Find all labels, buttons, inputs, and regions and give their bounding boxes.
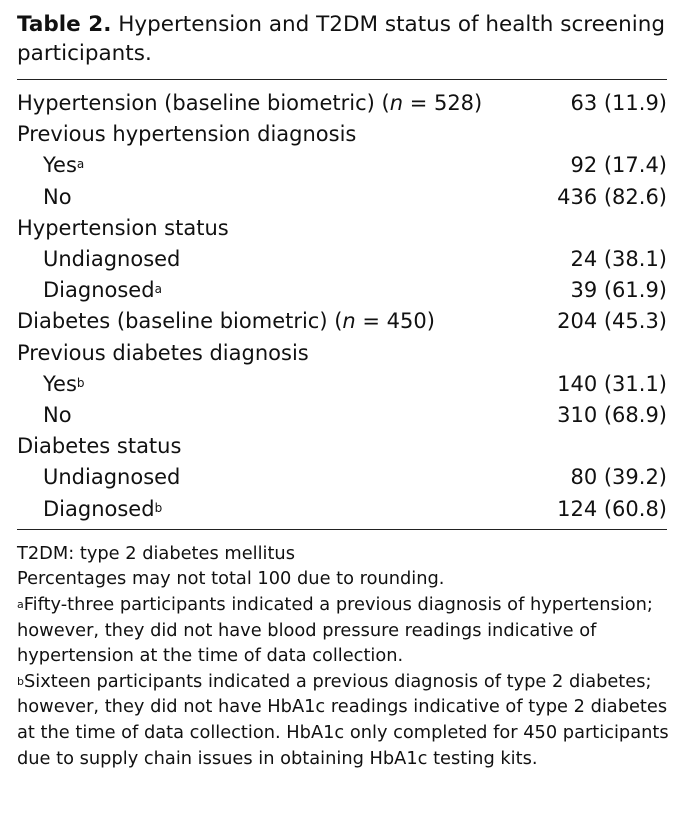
table-row [17, 431, 669, 462]
row-value: 310 (68.9) [557, 403, 667, 428]
row-label [17, 88, 543, 119]
row-label [17, 338, 543, 369]
footnote [17, 541, 669, 567]
row-value [543, 338, 669, 369]
row-value: 204 (45.3) [557, 309, 667, 334]
table-row [17, 244, 669, 275]
table-row [17, 119, 669, 150]
row-value [543, 213, 669, 244]
data-table [17, 88, 669, 525]
row-label-text: Hypertension status [17, 215, 229, 240]
top-rule [17, 79, 667, 80]
table-row [17, 462, 669, 493]
table-row [17, 275, 669, 306]
table-row [17, 400, 669, 431]
footnote [17, 592, 669, 669]
table-row [17, 494, 669, 525]
row-label-text: No [43, 184, 72, 209]
row-label-text: Undiagnosed [43, 465, 181, 490]
table-row [17, 88, 669, 119]
table-row [17, 182, 669, 213]
row-label-text: Previous diabetes diagnosis [17, 340, 309, 365]
footnote-text: Fifty-three participants indicated a previous diagnosis of hypertension; however, they did not have blood pressure readings indicative of hypertension at the time of data collection. [17, 594, 653, 667]
row-label-text: Undiagnosed [43, 247, 181, 272]
row-label-suffix: = 528) [403, 91, 483, 115]
row-value: 124 (60.8) [557, 496, 667, 521]
table-row [17, 150, 669, 181]
row-value: 92 (17.4) [570, 153, 667, 178]
row-label [17, 213, 543, 244]
row-label-text: Diabetes status [17, 434, 182, 459]
row-value: 436 (82.6) [557, 184, 667, 209]
footnote-marker: a [76, 157, 85, 172]
row-label [17, 182, 543, 213]
footnote [17, 566, 669, 592]
row-label-text: Yes [43, 371, 77, 396]
row-label-suffix: = 450) [355, 309, 435, 334]
footnote-marker: b [17, 674, 24, 688]
row-label [17, 275, 543, 306]
row-label [17, 431, 543, 462]
row-label [17, 369, 543, 400]
footnote-marker: b [154, 500, 163, 515]
row-value: 140 (31.1) [557, 371, 667, 396]
table-row [17, 338, 669, 369]
footnote-text: Sixteen participants indicated a previous diagnosis of type 2 diabetes; however, they did not have HbA1c readings indicative of type 2 diabetes at the time of data collection. HbA1c only completed for 450 participants due to supply chain issues in obtaining HbA1c testing kits. [17, 670, 669, 769]
footnote-marker: a [154, 282, 162, 297]
row-label [17, 400, 543, 431]
row-value: 63 (11.9) [570, 91, 667, 115]
bottom-rule [17, 529, 667, 530]
row-label-text: Yes [43, 153, 77, 178]
caption-label: Table 2. [17, 12, 112, 37]
row-label-text: Diagnosed [43, 496, 155, 521]
row-label [17, 244, 543, 275]
row-label [17, 150, 543, 181]
footnote-text: Percentages may not total 100 due to rounding. [17, 568, 445, 590]
table-row [17, 213, 669, 244]
caption-text: Hypertension and T2DM status of health screening participants. [17, 12, 665, 66]
row-label-text: No [43, 403, 72, 428]
row-value: 80 (39.2) [570, 465, 667, 490]
table-row [17, 369, 669, 400]
table-row [17, 306, 669, 337]
row-label-text: Diabetes (baseline biometric) ( [17, 309, 343, 334]
row-label-italic: n [389, 91, 404, 115]
footnote-text: T2DM: type 2 diabetes mellitus [17, 542, 295, 564]
row-label-text: Previous hypertension diagnosis [17, 122, 357, 147]
row-value [543, 431, 669, 462]
footnote-marker: b [76, 375, 85, 390]
row-label-text: Hypertension (baseline biometric) ( [17, 91, 390, 115]
row-label [17, 306, 543, 337]
table-caption [17, 10, 669, 68]
row-label [17, 462, 543, 493]
table-footnotes [17, 541, 669, 771]
row-label [17, 494, 543, 525]
footnote [17, 669, 669, 771]
footnote-marker: a [17, 598, 24, 612]
row-value: 24 (38.1) [570, 247, 667, 272]
row-label-italic: n [342, 309, 356, 334]
row-value: 39 (61.9) [570, 278, 667, 303]
row-value [543, 119, 669, 150]
row-label-text: Diagnosed [43, 278, 155, 303]
row-label [17, 119, 543, 150]
